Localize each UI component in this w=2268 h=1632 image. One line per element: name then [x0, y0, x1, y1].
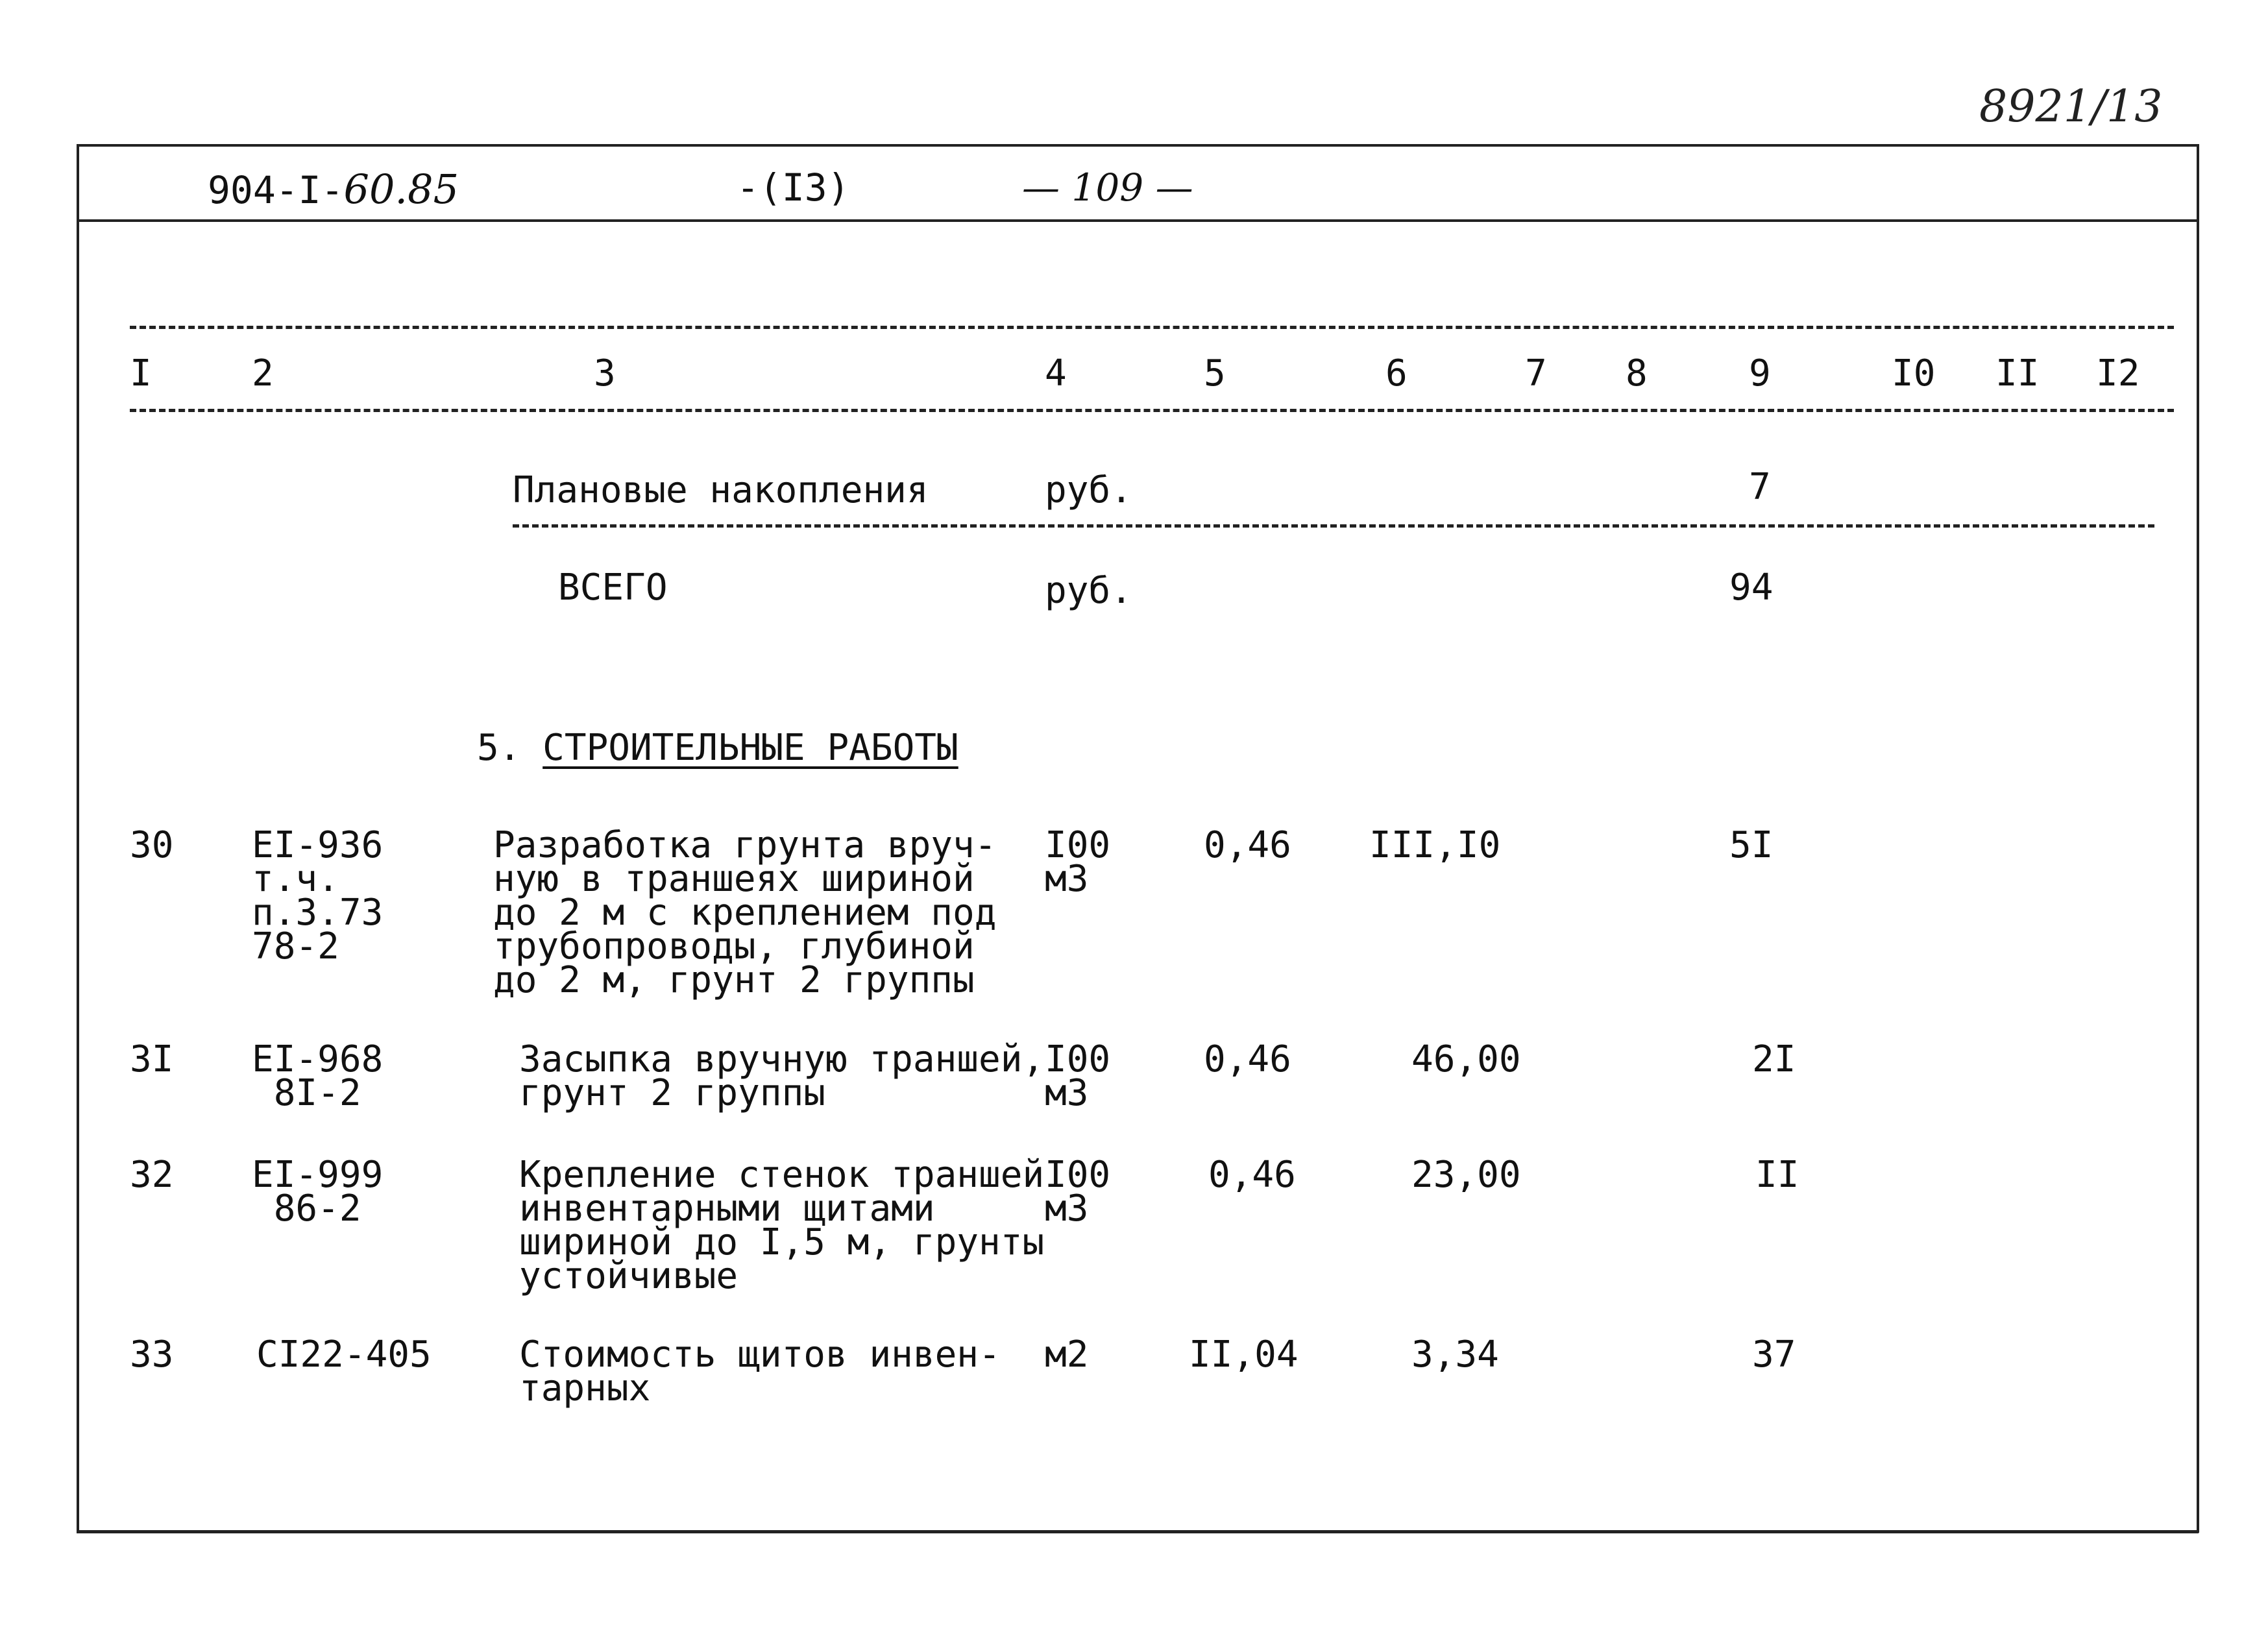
- row-code: CI22-405: [256, 1334, 432, 1376]
- row-unit-price: 46,00: [1411, 1038, 1521, 1080]
- row-number: 33: [130, 1334, 174, 1376]
- column-row-bottom-rule: [130, 409, 2174, 412]
- frame-top: [77, 144, 2199, 147]
- frame-left: [77, 144, 79, 1533]
- row-total: 37: [1752, 1334, 1796, 1376]
- summary-unit: руб.: [1045, 469, 1132, 511]
- column-number: 4: [1045, 352, 1067, 395]
- column-number: I0: [1892, 352, 1936, 395]
- row-unit: I00 м3: [1045, 1154, 1111, 1230]
- column-number: 8: [1626, 352, 1648, 395]
- row-description: Крепление стенок траншей инвентарными щитами шириной до I,5 м, грунты устойчивые: [519, 1154, 1045, 1297]
- row-code: EI-968 8I-2: [252, 1038, 384, 1114]
- column-number: 5: [1204, 352, 1226, 395]
- document-code: [208, 165, 459, 213]
- row-quantity: 0,46: [1204, 1038, 1291, 1080]
- column-number: 3: [594, 352, 616, 395]
- row-code: EI-999 86-2: [252, 1154, 384, 1230]
- summary-total: 7: [1749, 466, 1771, 508]
- column-number: II: [1995, 352, 2040, 395]
- column-number: I: [130, 352, 152, 395]
- document-code-prefix: 904-I-: [208, 168, 344, 212]
- row-unit-price: 3,34: [1411, 1334, 1499, 1376]
- column-number: 2: [252, 352, 274, 395]
- row-quantity: 0,46: [1208, 1154, 1296, 1196]
- document-code-handwritten: 60.85: [343, 165, 459, 213]
- section-label: СТРОИТЕЛЬНЫЕ РАБОТЫ: [543, 727, 958, 769]
- frame-bottom: [77, 1530, 2199, 1533]
- section-number: 5.: [477, 727, 521, 769]
- row-total: 5I: [1729, 824, 1774, 866]
- row-unit: м2: [1045, 1334, 1089, 1376]
- section-title: [477, 727, 958, 769]
- grand-total-label: ВСЕГО: [558, 566, 668, 609]
- row-description: Стоимость щитов инвен- тарных: [519, 1334, 1001, 1409]
- row-unit: I00 м3: [1045, 1038, 1111, 1114]
- grand-total-unit: руб.: [1045, 570, 1132, 612]
- page-number: — 109 —: [1022, 165, 1193, 210]
- row-description: Засыпка вручную траншей, грунт 2 группы: [519, 1038, 1045, 1114]
- column-number: I2: [2096, 352, 2140, 395]
- header-bottom-rule: [77, 219, 2199, 222]
- row-quantity: II,04: [1189, 1334, 1299, 1376]
- row-description: Разработка грунта вруч- ную в траншеях шириной до 2 м с креплением под трубопроводы, глубиной до 2 м, грунт 2 группы: [493, 824, 997, 1001]
- column-number: 6: [1385, 352, 1408, 395]
- row-quantity: 0,46: [1204, 824, 1291, 866]
- row-unit-price: III,I0: [1369, 824, 1501, 866]
- grand-total-value: 94: [1729, 566, 1774, 609]
- sheet-number: -(I3): [737, 165, 850, 210]
- column-number: 7: [1525, 352, 1547, 395]
- row-total: II: [1755, 1154, 1799, 1196]
- frame-right: [2197, 144, 2199, 1533]
- row-code: EI-936 т.ч. п.3.73 78-2: [252, 824, 384, 968]
- row-unit-price: 23,00: [1411, 1154, 1521, 1196]
- row-number: 3I: [130, 1038, 174, 1080]
- row-total: 2I: [1752, 1038, 1796, 1080]
- row-number: 30: [130, 824, 174, 866]
- summary-label: Плановые накопления: [513, 469, 929, 511]
- summary-divider: [513, 524, 2154, 528]
- column-row-top-rule: [130, 326, 2174, 329]
- row-unit: I00 м3: [1045, 824, 1111, 900]
- column-number: 9: [1749, 352, 1771, 395]
- sheet-reference: 8921/13: [1979, 81, 2163, 132]
- row-number: 32: [130, 1154, 174, 1196]
